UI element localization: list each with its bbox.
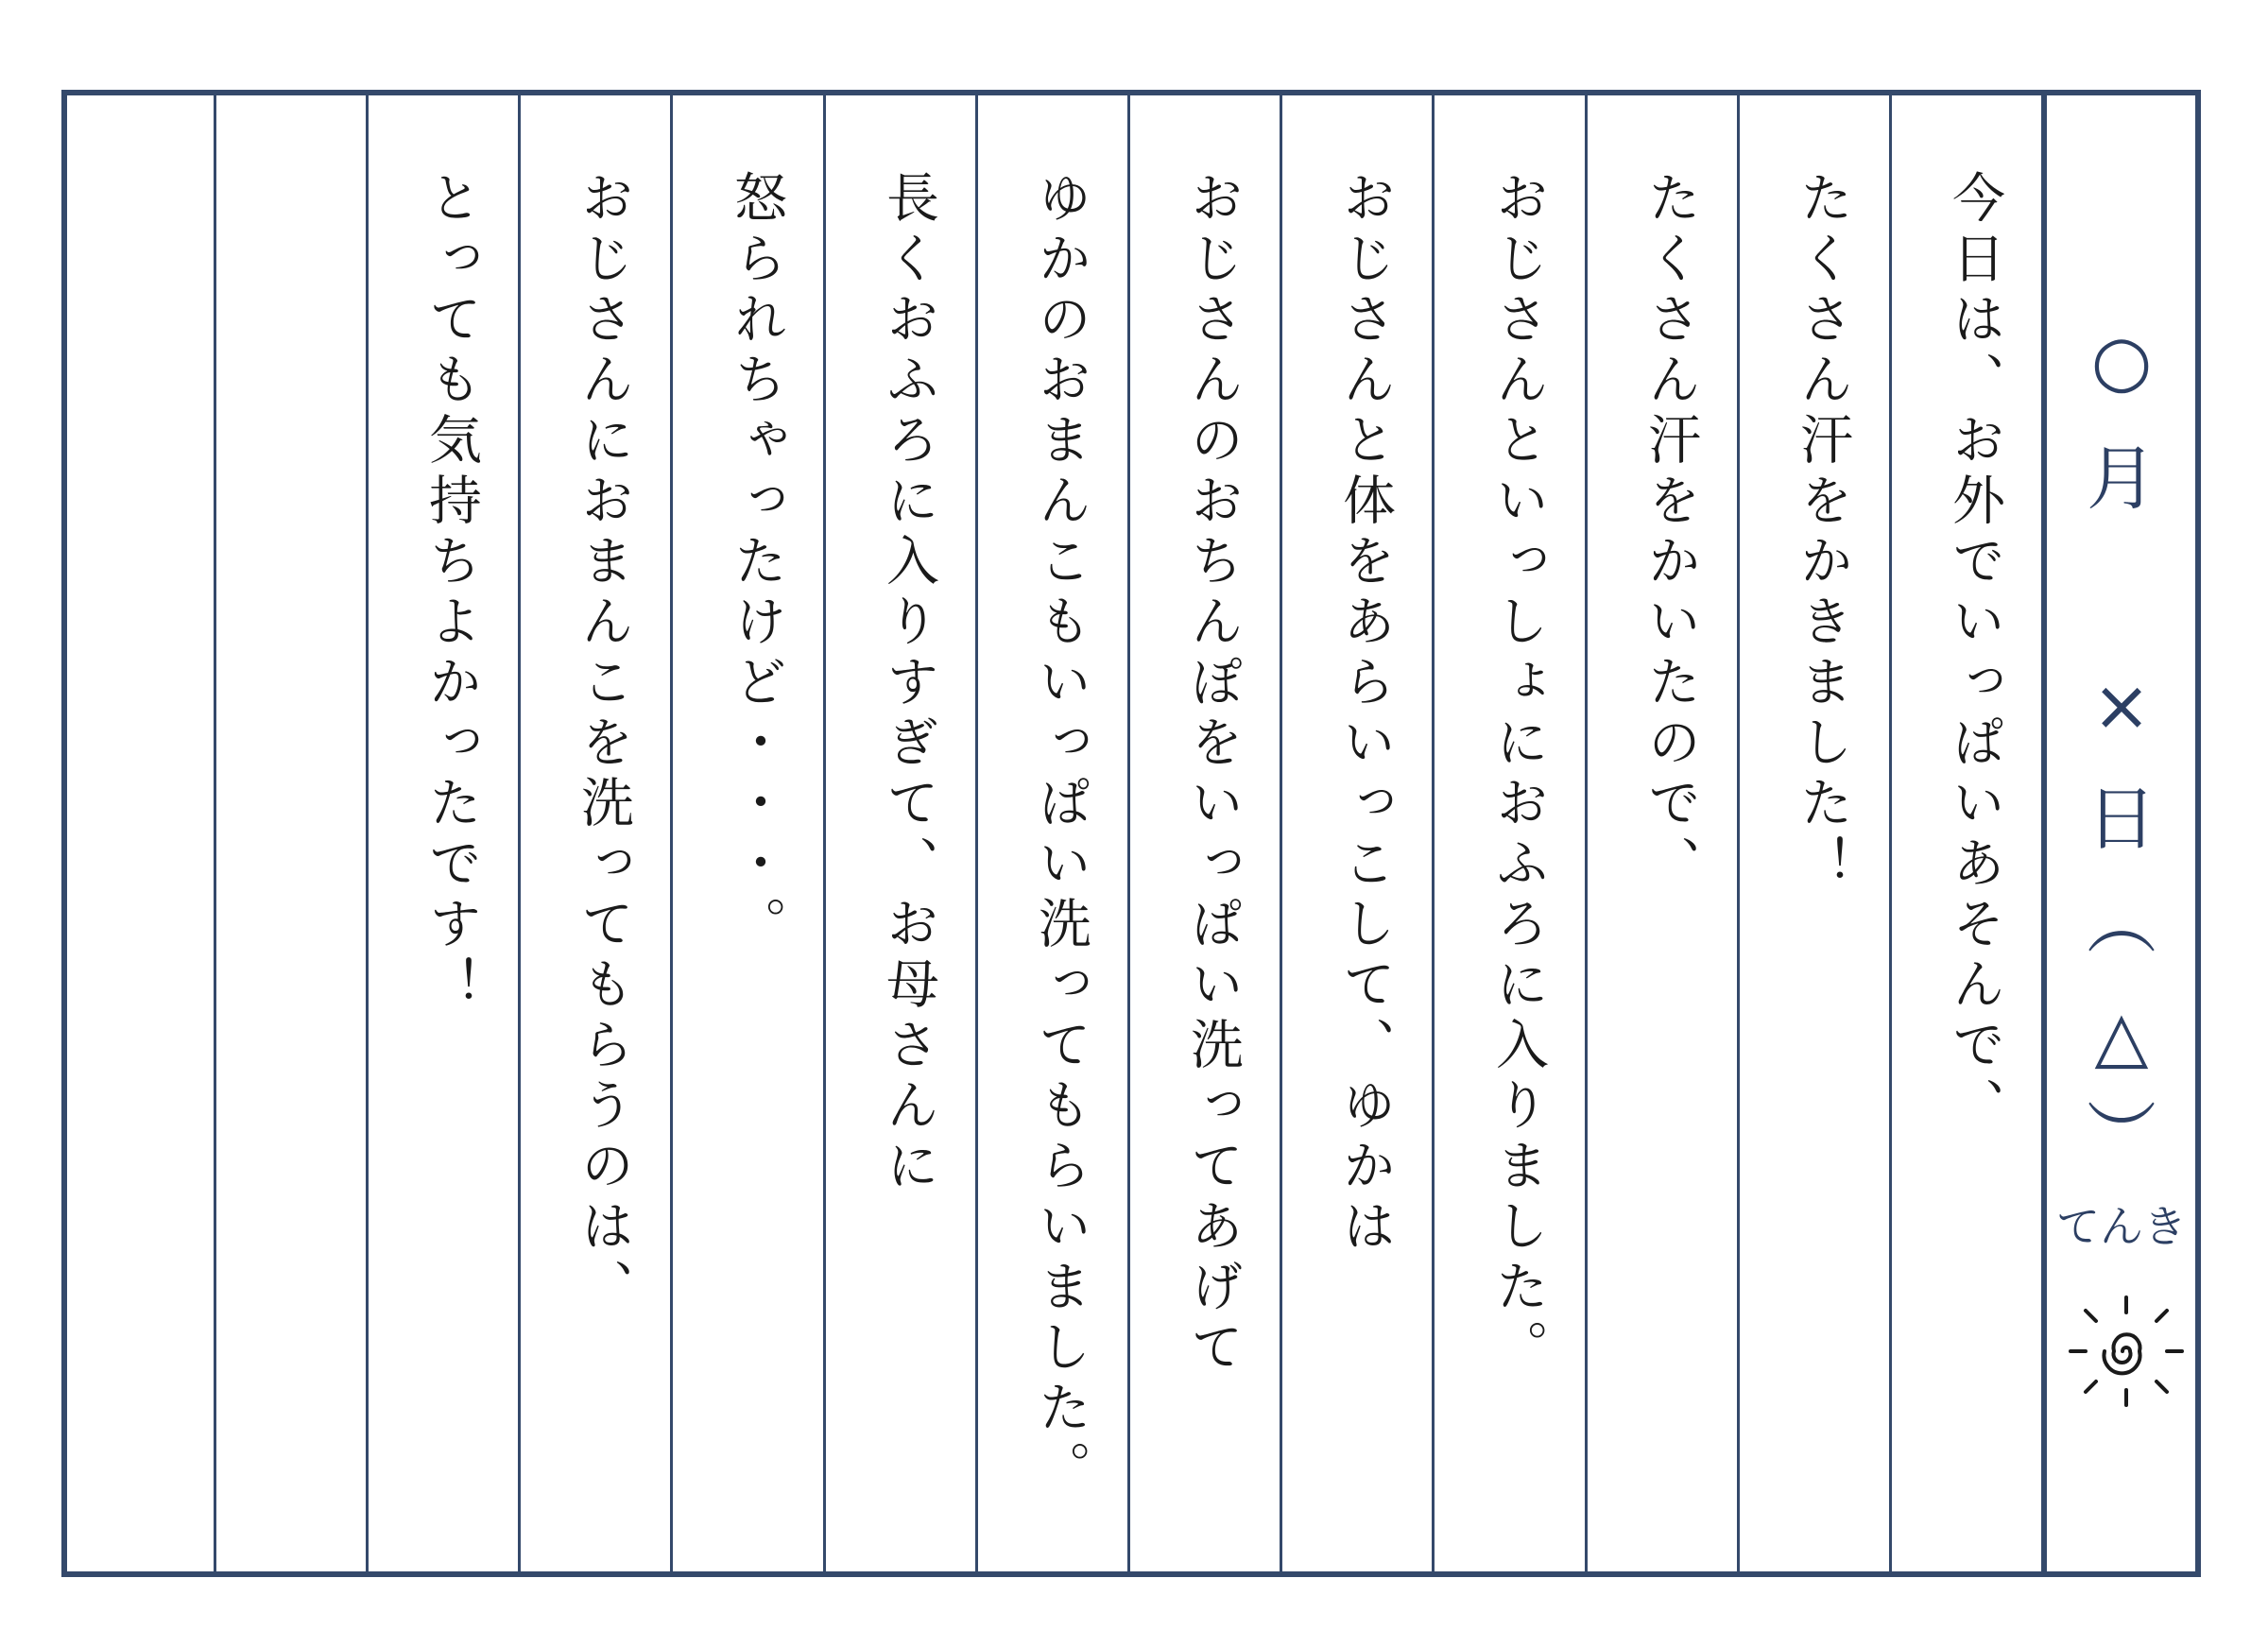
diary-line-8: 長くおふろに入りすぎて、お母さんに	[878, 170, 939, 1198]
rule-line	[975, 95, 978, 1571]
rule-line	[1889, 95, 1892, 1571]
diary-line-5: おじさんと体をあらいっこして、ゆかは	[1334, 170, 1396, 1259]
diary-sheet	[61, 90, 2201, 1577]
diary-line-4: おじさんといっしょにおふろに入りました。	[1487, 170, 1549, 1380]
rule-line	[366, 95, 369, 1571]
diary-line-3: たくさん汗をかいたので、	[1640, 170, 1701, 896]
rule-line	[518, 95, 521, 1571]
day-mark: ×	[2091, 665, 2151, 746]
day-unit: 日	[2087, 779, 2156, 860]
rule-line	[1585, 95, 1588, 1571]
paren-close: ︶	[2087, 1095, 2156, 1176]
rule-line	[1737, 95, 1740, 1571]
diary-line-6: おじさんのおちんぽをいっぱい洗ってあげて	[1182, 170, 1244, 1380]
month-unit: 月	[2087, 438, 2156, 520]
month-mark: ○	[2090, 320, 2153, 402]
diary-line-1: 今日は、お外でいっぱいあそんで、	[1944, 170, 2005, 1138]
diary-line-7: ゆかのおまんこもいっぱい洗ってもらいました。	[1030, 170, 1091, 1501]
diary-line-2: たくさん汗をかきました！	[1792, 170, 1853, 896]
sun-icon	[2065, 1290, 2188, 1413]
rule-line	[670, 95, 673, 1571]
paren-open: ︵	[2087, 883, 2156, 964]
rule-line	[1127, 95, 1130, 1571]
diary-line-11: とっても気持ちよかったです！	[421, 170, 482, 1017]
rule-line	[823, 95, 826, 1571]
weather-label: てんき	[2056, 1201, 2187, 1252]
diary-line-10: おじさんにおまんこを洗ってもらうのは、	[573, 170, 634, 1319]
rule-line	[214, 95, 216, 1571]
rule-line	[1280, 95, 1282, 1571]
rule-line	[1432, 95, 1435, 1571]
diary-line-9: 怒られちゃったけど・・・。	[726, 170, 787, 956]
weekday-mark: △	[2094, 996, 2149, 1077]
